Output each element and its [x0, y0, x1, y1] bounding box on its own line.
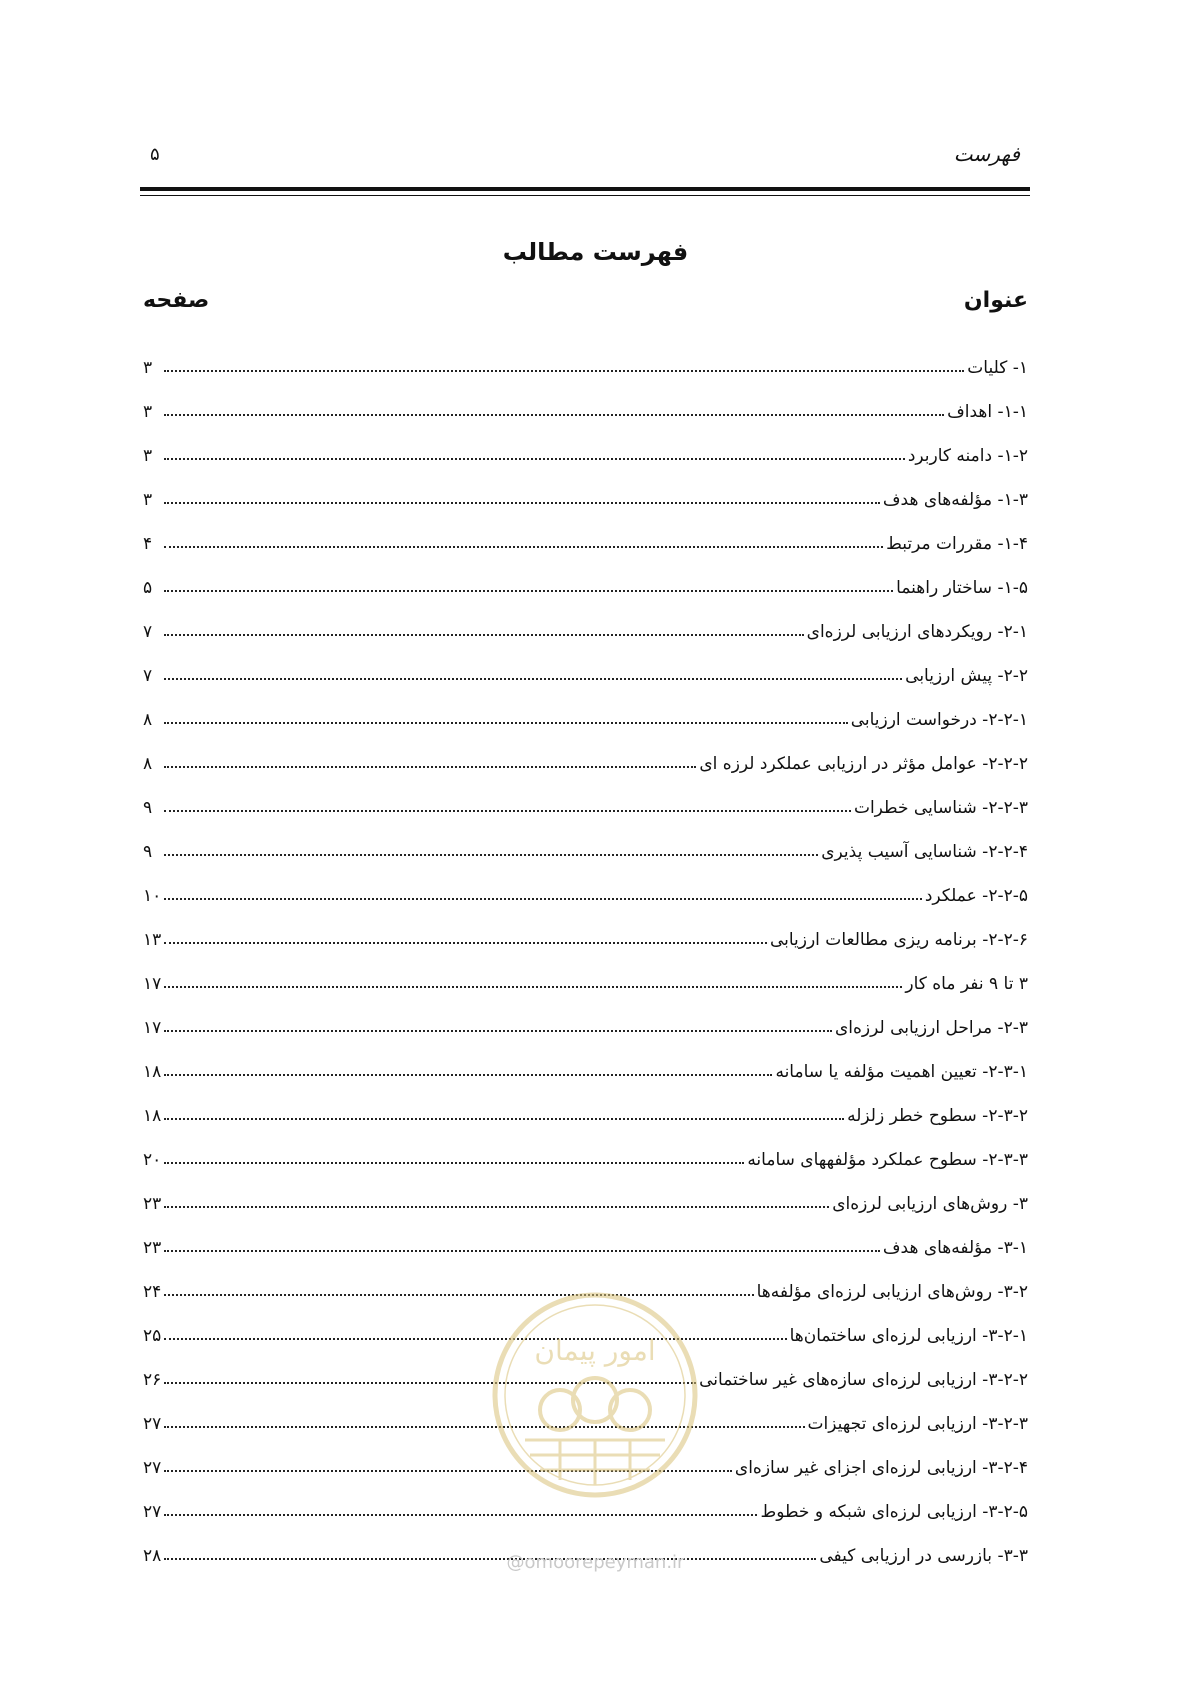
- toc-entry[interactable]: [143, 510, 1028, 554]
- toc-entry[interactable]: [143, 862, 1028, 906]
- dot-leader: [164, 1514, 757, 1516]
- toc-entry-page: ۳: [143, 446, 153, 466]
- toc-entry-page: ۷: [143, 666, 153, 686]
- toc-title: فهرست مطالب: [502, 238, 689, 266]
- header-rule-thin: [140, 195, 1030, 196]
- dot-leader: [164, 1206, 829, 1208]
- dot-leader: [164, 986, 902, 988]
- toc-entry-title: ۲-۱- رویکردهای ارزیابی لرزه‌ای: [806, 622, 1028, 642]
- dot-leader: [164, 1162, 744, 1164]
- toc-entry-title: ۲-۲-۲- عوامل مؤثر در ارزیابی عملکرد لرزه ای: [699, 754, 1028, 774]
- toc-entry-title: ۱- کلیات: [967, 358, 1028, 378]
- toc-entry-page: ۲۷: [143, 1414, 162, 1434]
- dot-leader: [164, 458, 905, 460]
- toc-entry-title: ۳-۲-۴- ارزیابی لرزه‌ای اجزای غیر سازه‌ای: [734, 1458, 1028, 1478]
- toc-entry-page: ۹: [143, 842, 153, 862]
- toc-entry-title: ۲-۲-۴- شناسایی آسیب پذیری: [821, 842, 1028, 862]
- toc-entry-title: ۲-۳-۲- سطوح خطر زلزله: [847, 1106, 1028, 1126]
- toc-entry-title: ۳-۱- مؤلفه‌های هدف: [882, 1238, 1028, 1258]
- toc-entry-title: ۱-۱- اهداف: [947, 402, 1028, 422]
- dot-leader: [164, 634, 804, 636]
- toc-entry[interactable]: [143, 774, 1028, 818]
- toc-entry[interactable]: [143, 1082, 1028, 1126]
- toc-entry[interactable]: [143, 466, 1028, 510]
- toc-entry-page: ۸: [143, 754, 153, 774]
- toc-entry[interactable]: [143, 334, 1028, 378]
- toc-entry-title: ۲-۲-۱- درخواست ارزیابی: [850, 710, 1028, 730]
- toc-entry-title: ۲-۲- پیش ارزیابی: [905, 666, 1028, 686]
- toc-entry[interactable]: [143, 994, 1028, 1038]
- dot-leader: [164, 414, 944, 416]
- toc-entry[interactable]: [143, 906, 1028, 950]
- toc-entry-page: ۴: [143, 534, 153, 554]
- dot-leader: [164, 810, 851, 812]
- dot-leader: [164, 678, 902, 680]
- toc-entry-page: ۲۶: [143, 1370, 162, 1390]
- toc-entry[interactable]: [143, 378, 1028, 422]
- toc-entry-title: ۲-۳-۳- سطوح عملکرد مؤلفههای سامانه: [747, 1150, 1028, 1170]
- toc-entry[interactable]: [143, 818, 1028, 862]
- toc-entry[interactable]: [143, 598, 1028, 642]
- dot-leader: [164, 590, 893, 592]
- dot-leader: [164, 898, 922, 900]
- toc-entry-page: ۱۷: [143, 974, 162, 994]
- toc-entry-page: ۳: [143, 402, 153, 422]
- dot-leader: [164, 854, 818, 856]
- dot-leader: [164, 502, 880, 504]
- toc-entry[interactable]: [143, 642, 1028, 686]
- watermark-logo: [490, 1290, 700, 1500]
- dot-leader: [164, 1426, 804, 1428]
- toc-entry-title: ۳-۳- بازرسی در ارزیابی کیفی: [819, 1546, 1028, 1566]
- toc-entry-page: ۸: [143, 710, 153, 730]
- toc-entry-page: ۲۰: [143, 1150, 162, 1170]
- toc-entry-title: ۲-۳-۱- تعیین اهمیت مؤلفه یا سامانه: [775, 1062, 1028, 1082]
- toc-entry[interactable]: [143, 422, 1028, 466]
- toc-entry-title: ۱-۳- مؤلفه‌های هدف: [882, 490, 1028, 510]
- toc-entry-page: ۱۳: [143, 930, 162, 950]
- toc-entry-title: ۳-۲-۳- ارزیابی لرزه‌ای تجهیزات: [807, 1414, 1028, 1434]
- watermark-logo-text: امور پیمان: [534, 1334, 656, 1367]
- toc-entry-page: ۱۸: [143, 1062, 162, 1082]
- toc-entry-page: ۳: [143, 358, 153, 378]
- toc-entry-page: ۲۳: [143, 1194, 162, 1214]
- toc-entry-page: ۱۸: [143, 1106, 162, 1126]
- dot-leader: [164, 1250, 880, 1252]
- dot-leader: [164, 1118, 844, 1120]
- toc-entry-page: ۲۳: [143, 1238, 162, 1258]
- toc-entry-title: ۲-۲-۵- عملکرد: [924, 886, 1028, 906]
- toc-entry-page: ۳: [143, 490, 153, 510]
- toc-entry-title: ۳-۲-۵- ارزیابی لرزه‌ای شبکه و خطوط: [760, 1502, 1028, 1522]
- toc-entry-page: ۲۵: [143, 1326, 162, 1346]
- toc-entry[interactable]: [143, 1170, 1028, 1214]
- toc-entry-page: ۲۴: [143, 1282, 162, 1302]
- col-title-header: عنوان: [963, 288, 1028, 313]
- header-rule-thick: [140, 187, 1030, 191]
- col-page-header: صفحه: [143, 288, 210, 313]
- toc-entry-title: ۳-۲-۲- ارزیابی لرزه‌ای سازه‌های غیر ساختمانی: [699, 1370, 1028, 1390]
- toc-entry-page: ۲۷: [143, 1502, 162, 1522]
- toc-entry-title: ۳-۲-۱- ارزیابی لرزه‌ای ساختمان‌ها: [789, 1326, 1028, 1346]
- toc-entry[interactable]: [143, 950, 1028, 994]
- toc-entry-page: ۷: [143, 622, 153, 642]
- running-header-title: فهرست: [953, 142, 1020, 166]
- toc-entry-title: ۲-۲-۳- شناسایی خطرات: [853, 798, 1028, 818]
- toc-entry[interactable]: [143, 730, 1028, 774]
- toc-entry-page: ۲۸: [143, 1546, 162, 1566]
- toc-entry-title: ۲-۳- مراحل ارزیابی لرزه‌ای: [834, 1018, 1028, 1038]
- toc-entry[interactable]: [143, 1214, 1028, 1258]
- toc-entry-page: ۹: [143, 798, 153, 818]
- toc-entry-page: ۱۰: [143, 886, 162, 906]
- toc-entry-page: ۵: [143, 578, 153, 598]
- watermark-url: @omoorepeyman.ir: [506, 1552, 685, 1573]
- toc-entry-title: ۳-۲- روش‌های ارزیابی لرزه‌ای مؤلفه‌ها: [756, 1282, 1028, 1302]
- dot-leader: [164, 722, 848, 724]
- dot-leader: [164, 942, 767, 944]
- toc-entry-title: ۲-۲-۶- برنامه ریزی مطالعات ارزیابی: [769, 930, 1028, 950]
- dot-leader: [164, 1030, 832, 1032]
- toc-entry-page: ۲۷: [143, 1458, 162, 1478]
- toc-entry-title: ۳ تا ۹ نفر ماه کار: [905, 974, 1028, 994]
- page-number: ۵: [150, 144, 160, 165]
- toc-entry-title: ۳- روش‌های ارزیابی لرزه‌ای: [832, 1194, 1028, 1214]
- dot-leader: [164, 546, 883, 548]
- toc-entry-title: ۱-۴- مقررات مرتبط: [886, 534, 1028, 554]
- toc-entry-page: ۱۷: [143, 1018, 162, 1038]
- toc-entry[interactable]: [143, 1038, 1028, 1082]
- dot-leader: [164, 766, 696, 768]
- dot-leader: [164, 1074, 772, 1076]
- dot-leader: [164, 370, 964, 372]
- toc-entry-title: ۱-۵- ساختار راهنما: [896, 578, 1028, 598]
- toc-entry[interactable]: [143, 1126, 1028, 1170]
- toc-entry[interactable]: [143, 686, 1028, 730]
- toc-entry[interactable]: [143, 554, 1028, 598]
- toc-entry-title: ۱-۲- دامنه کاربرد: [907, 446, 1028, 466]
- toc-column-headers: [143, 288, 1028, 322]
